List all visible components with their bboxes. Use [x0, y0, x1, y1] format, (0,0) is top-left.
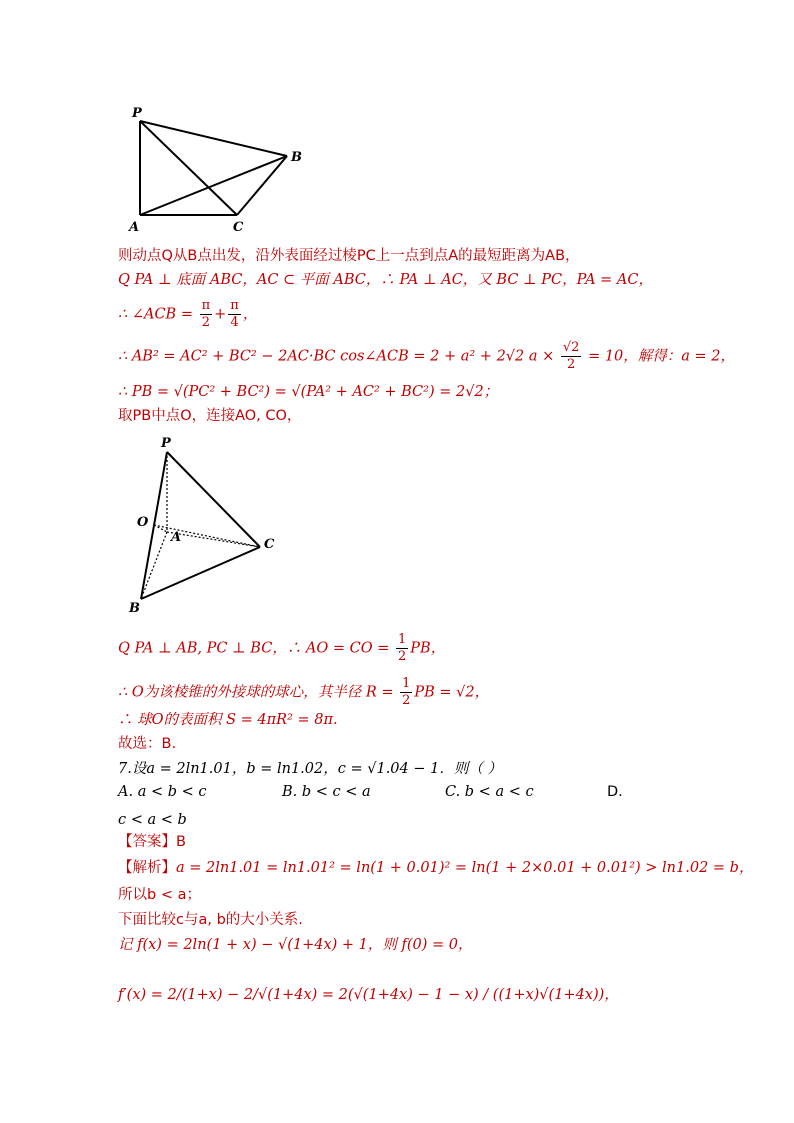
- solution-line-4: 记 f(x) = 2ln(1 + x) − √(1+4x) + 1，则 f(0) = 0，: [118, 937, 473, 953]
- solution-line-3: 下面比较c与a, b的大小关系.: [118, 912, 303, 928]
- text-line-1: 则动点Q从B点出发，沿外表面经过棱PC上一点到点A的最短距离为AB，: [118, 248, 580, 264]
- text-line-4: [118, 340, 735, 373]
- fig1-label-C: C: [233, 220, 244, 235]
- solution-row-1: [118, 858, 753, 878]
- fig2-label-P: P: [161, 436, 171, 451]
- fig1-label-P: P: [132, 106, 142, 121]
- text-line-7: Q PA ⊥ AB, PC ⊥ BC，∴ AO = CO = $\frac{1}{2}$ PB，: [118, 632, 446, 664]
- solution-line-5: f′(x) = 2/(1+x) − 2/√(1+4x) = 2(√(1+4x) − 1 − x) / ((1+x)√(1+4x))，: [118, 987, 619, 1003]
- solution-label: 【解析】: [118, 860, 176, 876]
- law-of-cosines: ∴ AB² = AC² + BC² − 2AC·BC cos∠ACB = 2 + a² + 2√2 a ×: [118, 348, 555, 365]
- option-b: B. b < c < a: [282, 784, 371, 800]
- angle-acb-label: ∴ ∠ACB =: [118, 306, 193, 323]
- option-c: C. b < a < c: [445, 784, 534, 800]
- option-a: A. a < b < c: [118, 784, 207, 800]
- solution-line-1: a = 2ln1.01 = ln1.01² = ln(1 + 0.01)² = ln(1 + 2×0.01 + 0.01²) > ln1.02 = b，: [176, 860, 754, 876]
- question-7: 7.设a = 2ln1.01，b = ln1.02，c = √1.04 − 1．则（ ）: [118, 761, 502, 777]
- solve-a: = 10，解得：a = 2，: [588, 348, 736, 365]
- fig2-label-O: O: [137, 515, 149, 530]
- option-d: D.: [607, 784, 623, 800]
- text-line-9: ∴ 球O的表面积 S = 4πR² = 8π.: [118, 712, 338, 728]
- text-line-2: Q PA ⊥ 底面 ABC，AC ⊂ 平面 ABC，∴ PA ⊥ AC，又 BC ⊥ PC，PA = AC，: [118, 272, 653, 288]
- text-line-3: ∴ ∠ACB = $\frac{\pi}{2}$ + $\frac{\pi}{4}$ ，: [118, 298, 258, 330]
- answer-line: 故选：B.: [118, 736, 177, 752]
- fraction-1-2: $\frac{1}{2}$: [398, 632, 407, 664]
- fig2-label-B: B: [129, 601, 140, 614]
- figure-pyramid-sphere: [125, 434, 290, 614]
- figure-triangle-pyramid-net: [125, 100, 315, 240]
- answer-row: [118, 832, 186, 852]
- text-line-6: 取PB中点O，连接AO, CO，: [118, 408, 302, 424]
- option-d-value: c < a < b: [118, 812, 187, 828]
- text-line-5: ∴ PB = √(PC² + BC²) = √(PA² + AC² + BC²) = 2√2；: [118, 384, 499, 400]
- fraction-1-2-b: $\frac{1}{2}$: [402, 676, 411, 708]
- solution-line-2: 所以b < a；: [118, 887, 201, 903]
- fraction-pi-4: $\frac{\pi}{4}$: [230, 298, 239, 330]
- text-line-8: ∴ O为该棱锥的外接球的球心，其半径 R = $\frac{1}{2}$ PB = √2，: [118, 676, 490, 708]
- fig2-label-C: C: [264, 537, 275, 552]
- fig1-label-A: A: [129, 220, 140, 235]
- fig2-label-A: A: [171, 530, 182, 545]
- radius-eq: ∴ O为该棱锥的外接球的球心，其半径 R =: [118, 684, 394, 701]
- fig1-label-B: B: [291, 150, 302, 165]
- fraction-pi-2: $\frac{\pi}{2}$: [201, 298, 211, 330]
- answer-value: B: [176, 834, 186, 850]
- ao-co-eq: Q PA ⊥ AB, PC ⊥ BC，∴ AO = CO =: [118, 640, 390, 657]
- fraction-root2-2: $\frac{√2}{2}$: [562, 340, 580, 372]
- answer-label: 【答案】: [118, 834, 176, 850]
